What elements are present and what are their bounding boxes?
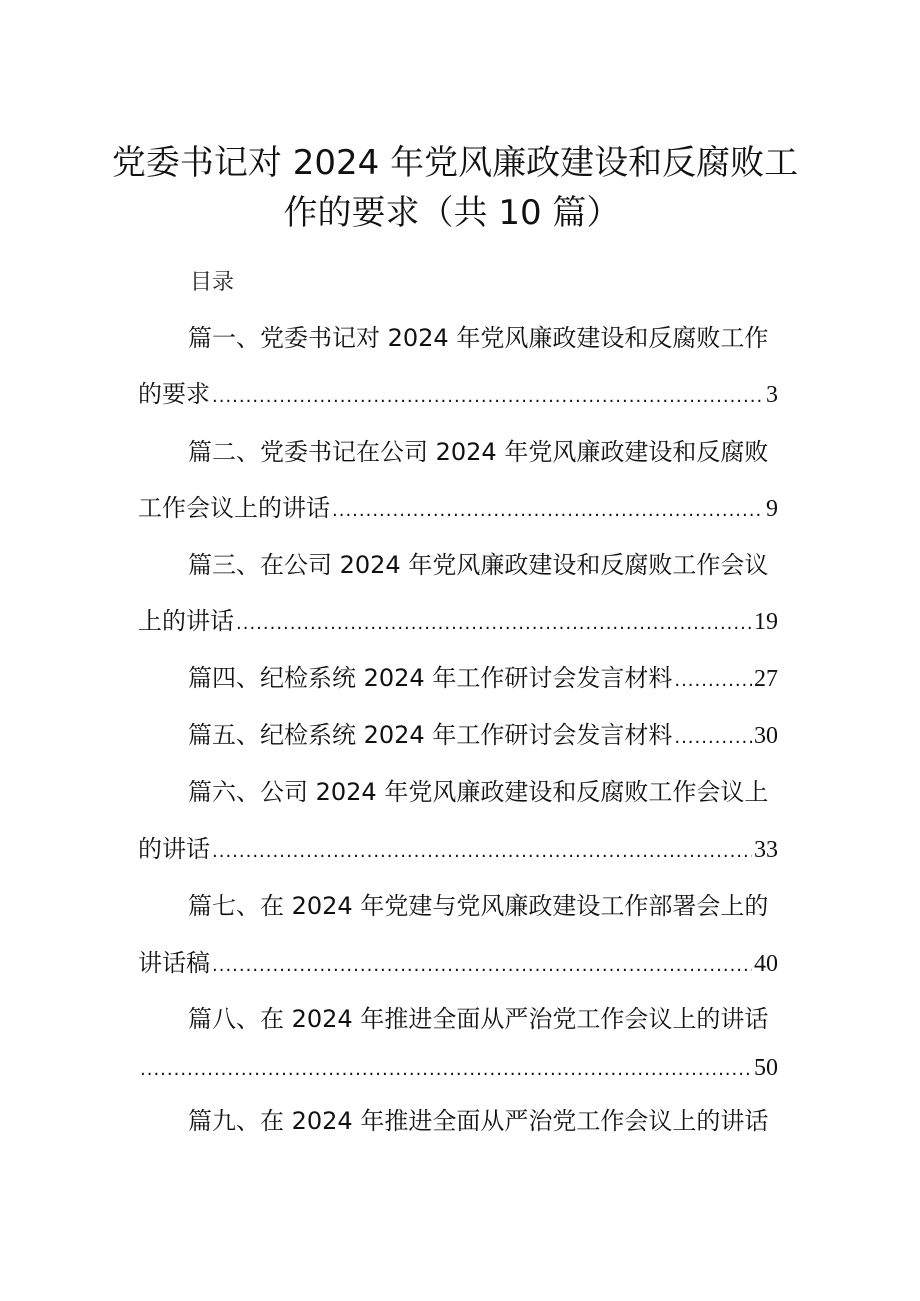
toc-entry-3-title[interactable]: 篇三、在公司 2024 年党风廉政建设和反腐败工作会议	[188, 551, 769, 579]
toc-entry-5-page: 30	[754, 723, 778, 749]
toc-entry-4-page: 27	[754, 666, 778, 692]
toc-entry-4[interactable]	[188, 661, 778, 695]
toc-entry-6-dots	[212, 835, 752, 869]
toc-entry-3-page: 19	[754, 609, 778, 635]
toc-entry-9-title[interactable]: 篇九、在 2024 年推进全面从严治党工作会议上的讲话	[188, 1107, 769, 1135]
toc-entry-1-title-cont: 的要求	[138, 380, 210, 408]
toc-entry-3-title-cont: 上的讲话	[138, 607, 234, 635]
toc-entry-8-dots	[140, 1053, 752, 1087]
toc-entry-2-title[interactable]: 篇二、党委书记在公司 2024 年党风廉政建设和反腐败	[188, 438, 769, 466]
toc-entry-8-page: 50	[754, 1055, 778, 1081]
toc-entry-7-title-cont: 讲话稿	[138, 949, 210, 977]
toc-entry-2-page: 9	[766, 496, 778, 522]
toc-entry-1-title[interactable]: 篇一、党委书记对 2024 年党风廉政建设和反腐败工作	[188, 324, 769, 352]
toc-entry-2-dots	[332, 494, 764, 528]
toc-entry-5-title: 篇五、纪检系统 2024 年工作研讨会发言材料	[188, 721, 673, 749]
toc-entry-8-leader[interactable]	[138, 1051, 778, 1085]
toc-entry-1-leader[interactable]	[138, 377, 778, 411]
toc-entry-6-title[interactable]: 篇六、公司 2024 年党风廉政建设和反腐败工作会议上	[188, 778, 769, 806]
toc-entry-5-dots	[674, 721, 752, 755]
toc-entry-4-title: 篇四、纪检系统 2024 年工作研讨会发言材料	[188, 664, 673, 692]
document-title-line-2: 作的要求（共 10 篇）	[283, 193, 621, 233]
toc-entry-7-dots	[212, 949, 752, 983]
toc-entry-1-page: 3	[766, 382, 778, 408]
toc-entry-7-leader[interactable]	[138, 946, 778, 980]
toc-entry-6-page: 33	[754, 837, 778, 863]
toc-entry-7-title[interactable]: 篇七、在 2024 年党建与党风廉政建设工作部署会上的	[188, 892, 769, 920]
toc-entry-2-leader[interactable]	[138, 491, 778, 525]
toc-entry-6-leader[interactable]	[138, 832, 778, 866]
toc-heading: 目录	[190, 270, 235, 295]
toc-entry-3-dots	[236, 607, 752, 641]
toc-entry-3-leader[interactable]	[138, 604, 778, 638]
toc-entry-2-title-cont: 工作会议上的讲话	[138, 494, 330, 522]
toc-entry-6-title-cont: 的讲话	[138, 835, 210, 863]
toc-entry-7-page: 40	[754, 951, 778, 977]
toc-entry-5[interactable]	[188, 718, 778, 752]
document-title-line-1: 党委书记对 2024 年党风廉政建设和反腐败工	[111, 143, 799, 183]
toc-entry-8-title[interactable]: 篇八、在 2024 年推进全面从严治党工作会议上的讲话	[188, 1005, 769, 1033]
toc-entry-4-dots	[674, 664, 752, 698]
toc-entry-1-dots	[212, 380, 764, 414]
